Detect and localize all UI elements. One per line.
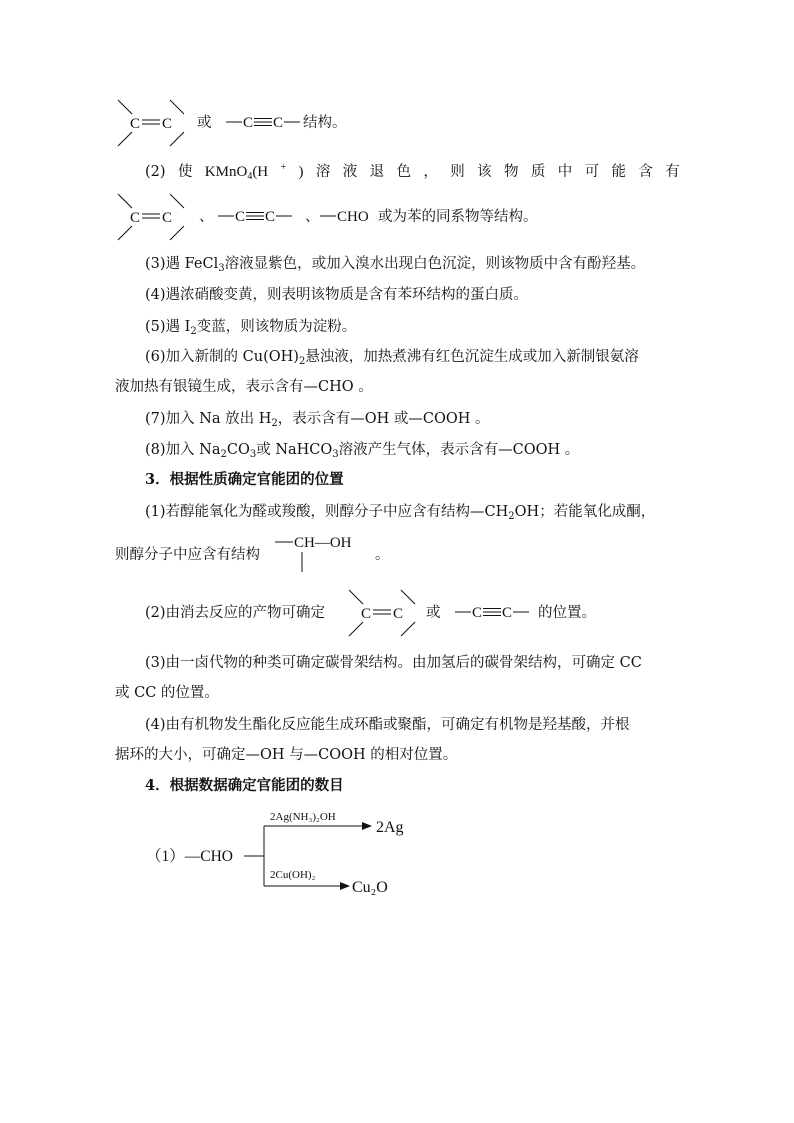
alkyne-structure-2 [218,204,298,228]
paragraph-2 [145,158,680,187]
word: 液 [342,164,358,180]
paragraph-5: (5)遇 $I_2$变蓝，则该物质为淀粉。 [145,319,357,337]
word: 可 [584,164,600,180]
carbon-atom: C [265,209,276,225]
alkene-structure-2 [112,192,192,242]
kmno4-formula: KMnO$_4$(H [204,164,269,182]
word: 溶 [315,164,331,180]
position-4: (4)由有机物发生酯化反应能生成环酯或聚酯，可确定有机物是羟基酸，并根 [145,717,630,733]
paragraph-6: (6)加入新制的 $Cu(OH)_2$悬浊液，加热煮沸有红色沉淀生成或加入新制银氨溶 [145,349,639,367]
position-3: (3)由一卤代物的种类可确定碳骨架结构。由加氢后的碳骨架结构，可确定 CC [145,655,642,671]
item-number: (2) [145,164,166,180]
line3-tail: 或为苯的同系物等结构。 [378,209,538,225]
word: 使 [177,164,193,180]
section-heading-3: 3．根据性质确定官能团的位置 [145,471,344,488]
position-3-cont: 或 CC 的位置。 [115,685,219,701]
word: 中 [557,164,573,180]
word: 质 [530,164,546,180]
word: 该 [477,164,492,180]
separator: 、 [199,209,214,225]
word: 能 [611,164,627,180]
carbon-atom: C [162,116,173,132]
carbon-atom: C [130,116,141,132]
word: 退 [369,164,385,180]
word: 色 [396,164,412,180]
paragraph-6-cont: 液加热有银镜生成，表示含有—CHO 。 [115,379,373,395]
word: 含 [638,164,653,180]
position-4-cont: 据环的大小，可确定—OH 与—COOH 的相对位置。 [115,747,458,763]
or-text: 或 [197,115,212,131]
h-plus: + [280,162,287,173]
copper-hydroxide-reagent: 2Cu(OH)₂ [270,869,316,881]
word: 有 [665,164,680,180]
alkene-structure-3 [343,588,423,638]
ch-oh-text: CH—OH [294,535,352,551]
cho-label: （1）—CHO [146,848,233,865]
cho-reaction-diagram [140,800,430,900]
position-1-cont: 则醇分子中应含有结构 [115,547,260,563]
position-2: (2)由消去反应的产物可确定 [145,605,326,621]
carbon-atom: C [502,605,513,621]
alkyne-structure-1 [226,110,306,134]
structure-suffix: 结构。 [303,115,347,131]
tollens-reagent: 2Ag(NH₃)₂OH [270,811,336,823]
word: ， [423,164,438,180]
carbon-atom: C [393,606,404,622]
position-2-tail: 的位置。 [538,605,596,621]
alkene-structure-1 [112,98,192,148]
secondary-alcohol-structure [275,532,385,574]
paragraph-7: (7)加入 Na 放出 $H_2$，表示含有—OH 或—COOH 。 [145,411,490,429]
carbon-atom: C [130,210,141,226]
cho-text: CHO [337,209,369,225]
carbon-atom: C [235,209,246,225]
position-1: (1)若醇能氧化为醛或羧酸，则醇分子中应含有结构$—CH_2OH$；若能氧化成酮， [145,504,656,522]
paragraph-3: (3)遇 FeCl$_3$溶液显紫色，或加入溴水出现白色沉淀，则该物质中含有酚羟基。 [145,256,646,274]
alkyne-structure-3 [455,600,535,624]
or-text: 或 [426,605,441,621]
word: 则 [450,164,465,180]
word: 物 [504,164,519,180]
silver-product: 2Ag [376,819,404,836]
carbon-atom: C [361,606,372,622]
carbon-atom: C [472,605,483,621]
paragraph-4: (4)遇浓硝酸变黄，则表明该物质是含有苯环结构的蛋白质。 [145,287,529,303]
carbon-atom: C [273,115,284,131]
carbon-atom: C [243,115,254,131]
separator: 、 [305,209,320,225]
section-heading-4: 4．根据数据确定官能团的数目 [145,777,344,794]
paren: ) [298,164,304,180]
period: 。 [375,547,390,563]
carbon-atom: C [162,210,173,226]
cuprous-oxide-product: Cu₂O [352,879,388,896]
paragraph-8: (8)加入 $Na_2CO_3$或 NaHCO$_3$溶液产生气体，表示含有—COOH 。 [145,442,580,460]
